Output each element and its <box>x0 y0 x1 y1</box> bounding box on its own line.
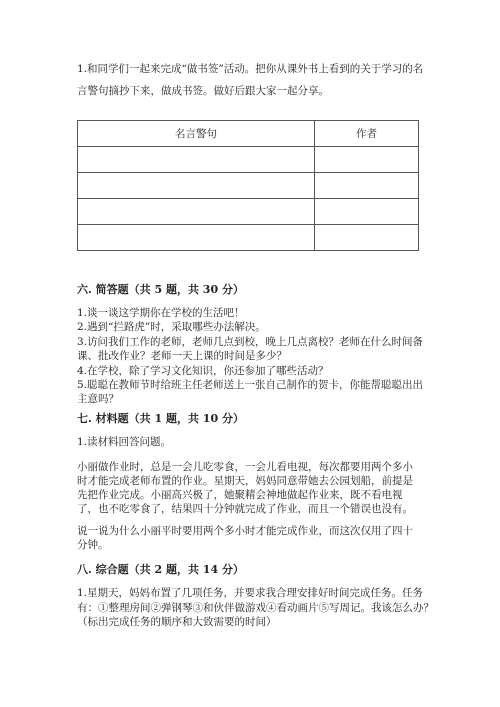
table-row <box>78 199 419 225</box>
question-6-3-line-2: 课、批改作业？老师一天上课的时间是多少？ <box>77 350 287 362</box>
question-6-2: 2.遇到“拦路虎”时，采取哪些办法解决。 <box>77 321 266 333</box>
question-8-1-line-1: 1.星期天，妈妈布置了几项任务，并要求我合理安排好时间完成任务。任务 <box>77 587 424 599</box>
question-6-5-line-2: 主意吗？ <box>77 393 119 405</box>
author-cell[interactable] <box>315 147 419 173</box>
header-quote: 名言警句 <box>78 121 315 147</box>
section-8-heading: 八. 综合题（共 2 题，共 14 分） <box>77 563 244 576</box>
table-row <box>78 147 419 173</box>
material-paragraph-1: 小丽做作业时，总是一会儿吃零食，一会儿看电视，每次都要用两个多小时才能完成老师布置的作业。星期天，妈妈同意带她去公园划船，前提是先把作业完成。小丽高兴极了，她聚精会神地做起作业来，既不看电视了，也不吃零食了，结果四十分钟就完成了作业，而且一个错误也没有。 <box>77 461 413 515</box>
header-author: 作者 <box>315 121 419 147</box>
question-8-1-line-3: （标出完成任务的顺序和大致需要的时间） <box>77 616 277 628</box>
author-cell[interactable] <box>315 173 419 199</box>
section-6-heading: 六. 简答题（共 5 题，共 30 分） <box>77 283 244 296</box>
question-6-4: 4.在学校，除了学习文化知识，你还参加了哪些活动？ <box>77 365 329 377</box>
table-row <box>78 225 419 251</box>
quote-cell[interactable] <box>78 225 315 251</box>
quote-cell[interactable] <box>78 147 315 173</box>
material-paragraph-2: 说一说为什么小丽平时要用两个多小时才能完成作业，而这次仅用了四十分钟。 <box>77 525 413 551</box>
activity-text-line-1: 1.和同学们一起来完成“做书签”活动。把你从课外书上看到的关于学习的名 <box>77 63 424 75</box>
quote-cell[interactable] <box>78 173 315 199</box>
material-intro: 1.读材料回答问题。 <box>77 436 172 448</box>
activity-text-line-2: 言警句摘抄下来，做成书签。做好后跟大家一起分享。 <box>77 85 329 97</box>
question-6-3-line-1: 3.访问我们工作的老师，老师几点到校，晚上几点离校？老师在什么时间备 <box>77 336 424 348</box>
question-6-1: 1.谈一谈这学期你在学校的生活吧！ <box>77 307 245 319</box>
question-6-5-line-1: 5.聪聪在教师节时给班主任老师送上一张自己制作的贺卡，你能帮聪聪出出 <box>77 379 424 391</box>
section-7-heading: 七. 材料题（共 1 题，共 10 分） <box>77 412 244 425</box>
table-row <box>78 173 419 199</box>
question-8-1-line-2: 有：①整理房间②弹钢琴③和伙伴做游戏④看动画片⑤写周记。我该怎么办？ <box>77 602 434 614</box>
quote-table <box>77 120 419 251</box>
quote-cell[interactable] <box>78 199 315 225</box>
table-header-row <box>78 121 419 147</box>
author-cell[interactable] <box>315 199 419 225</box>
author-cell[interactable] <box>315 225 419 251</box>
